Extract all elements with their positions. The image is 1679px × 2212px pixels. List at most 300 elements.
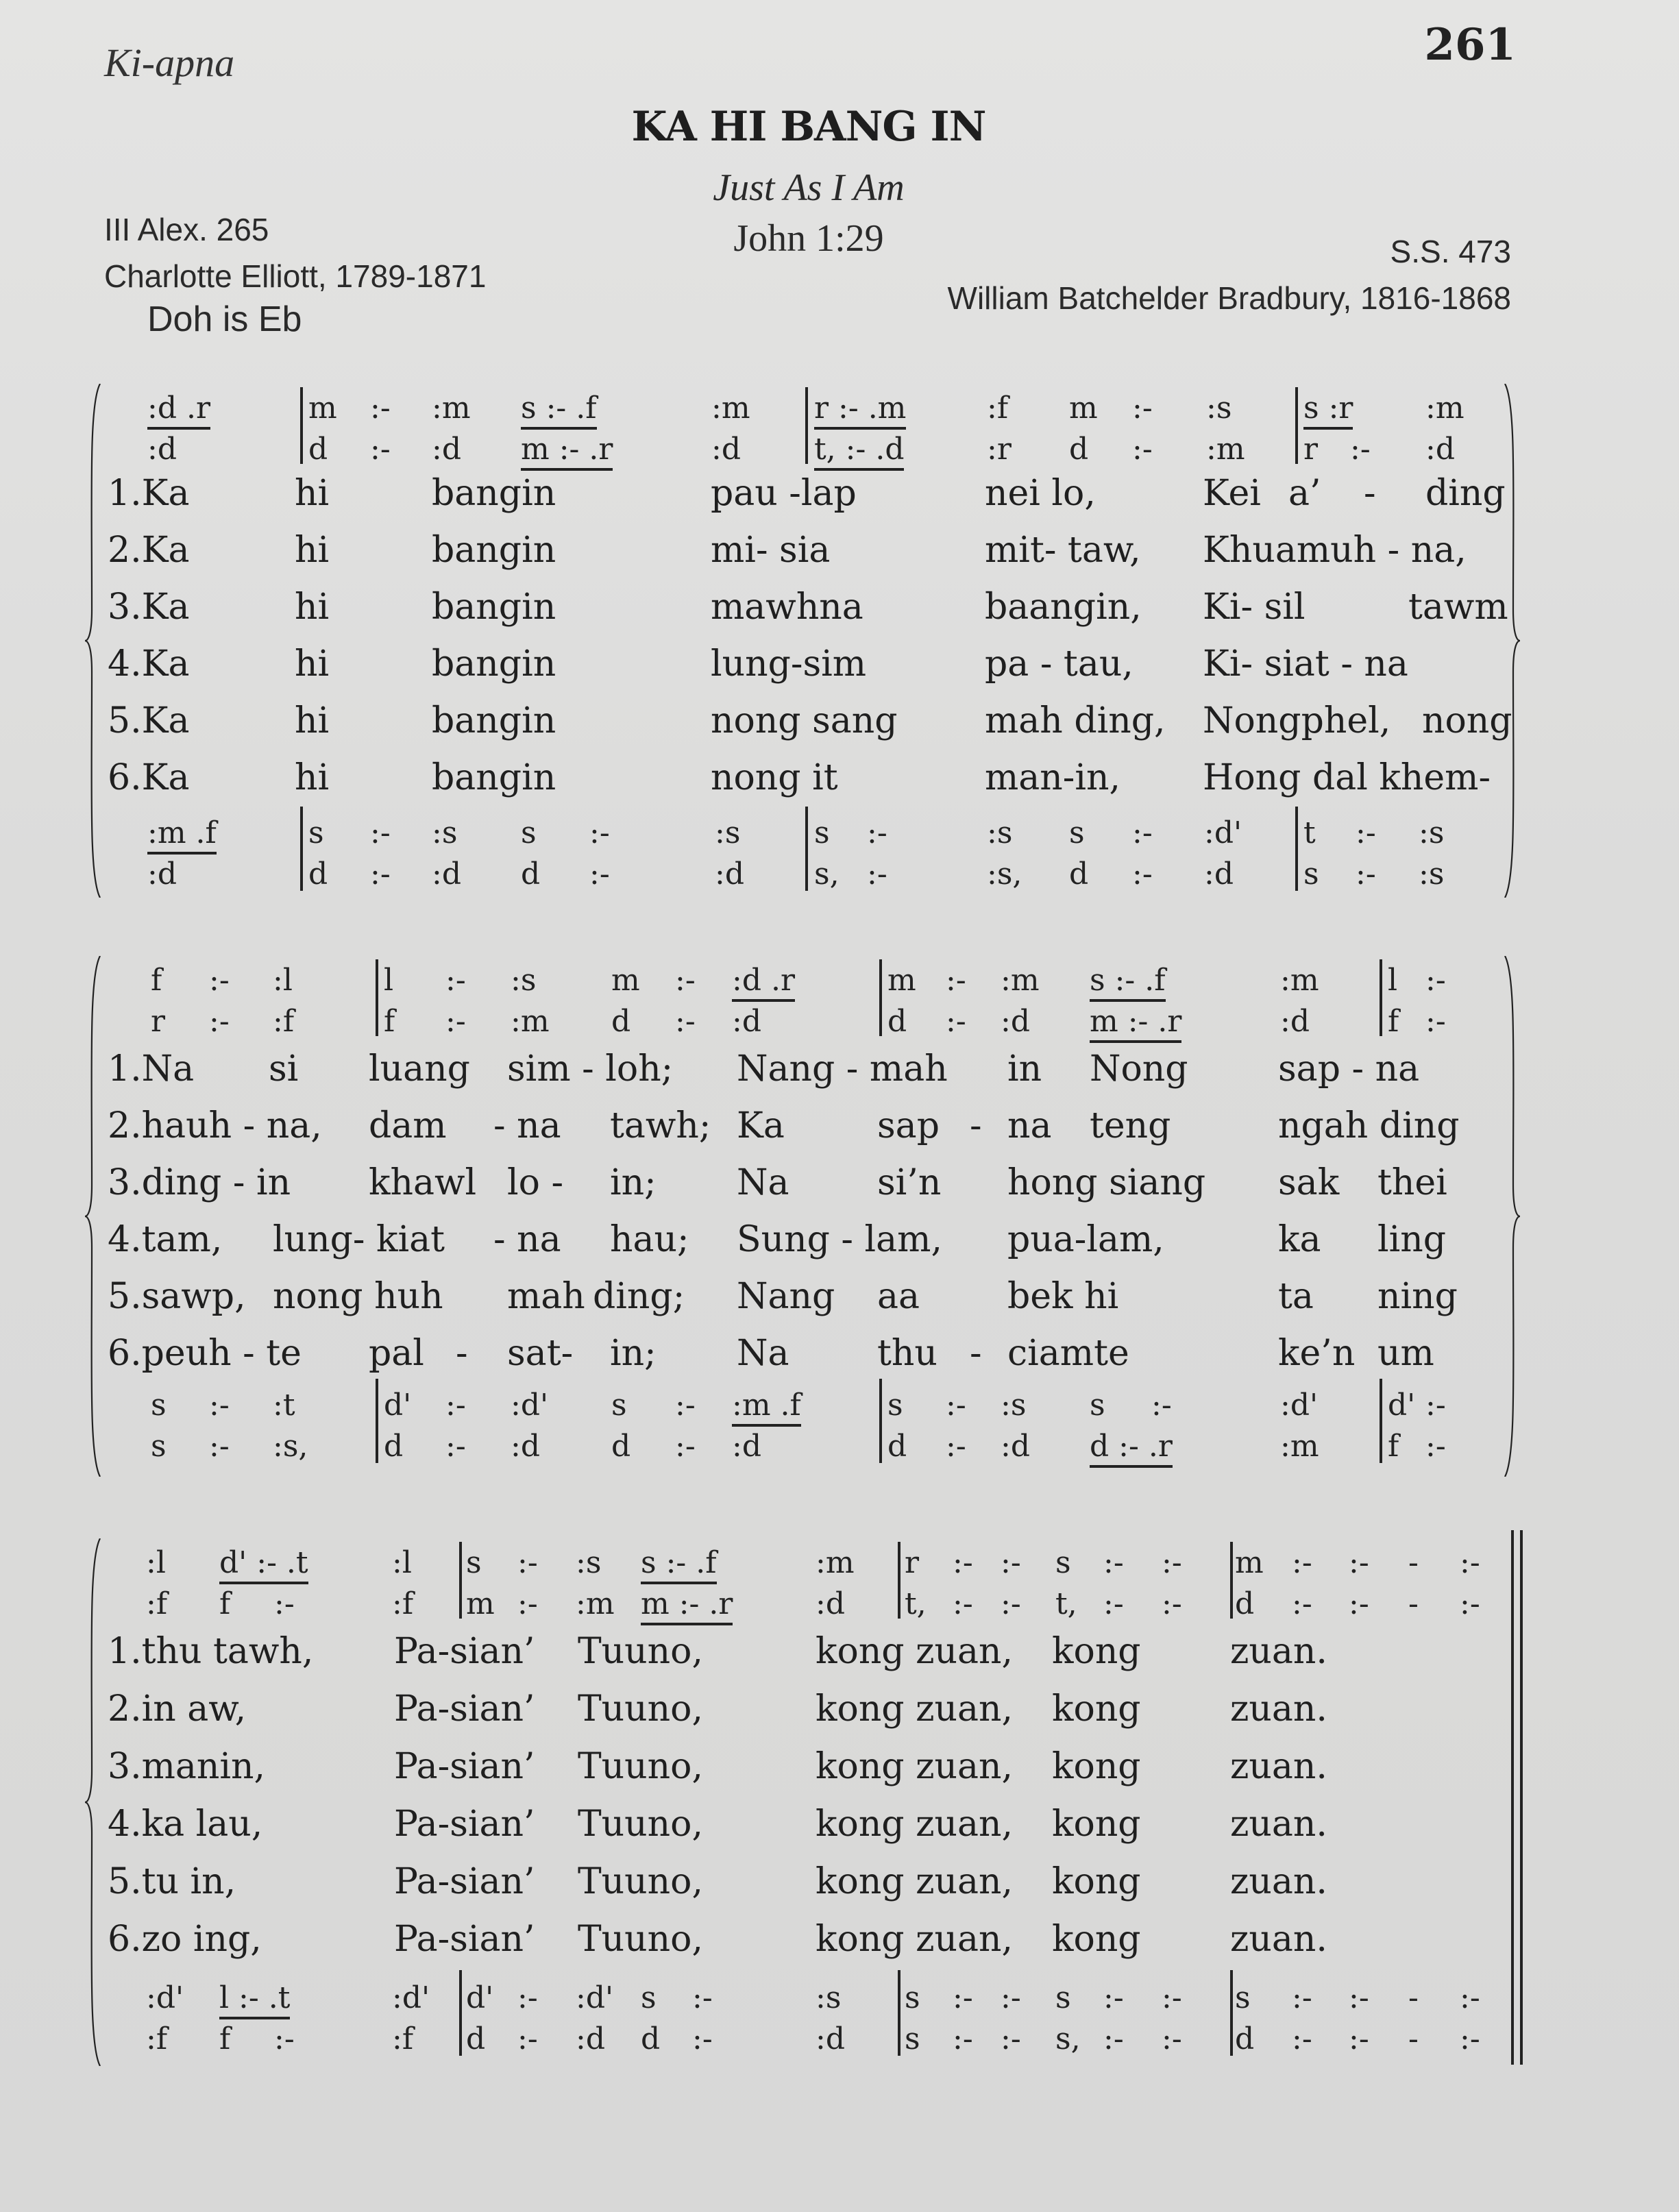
solfa-note: :d — [732, 1004, 761, 1039]
solfa-note: :- — [1292, 1545, 1312, 1580]
solfa-note: :- — [946, 1388, 966, 1423]
solfa-note: - — [1408, 1545, 1419, 1580]
solfa-note: :d' — [392, 1980, 430, 2015]
solfa-note: m :- .r — [641, 1586, 733, 1625]
lyric-word: kong — [1052, 1746, 1141, 1787]
solfa-note: d — [308, 432, 328, 467]
solfa-note: :- — [946, 1004, 966, 1039]
solfa-note: :- — [517, 2021, 538, 2056]
lyric-word: Na — [737, 1333, 789, 1374]
alto-line-upper — [0, 1004, 1679, 1042]
music-system-2 — [0, 963, 1679, 1463]
solfa-note: d — [1235, 2021, 1255, 2056]
solfa-note: :d — [1001, 1004, 1030, 1039]
lyric-word: 3.Ka — [108, 587, 190, 628]
barline — [1230, 1970, 1233, 2056]
hymn-subtitle: Just As I Am — [713, 167, 905, 209]
solfa-note: m — [466, 1586, 495, 1621]
solfa-note: m — [308, 391, 337, 426]
solfa-note: :d — [147, 857, 177, 892]
solfa-note: :- — [953, 1980, 973, 2015]
solfa-note: t, — [905, 1586, 927, 1621]
solfa-note: :- — [517, 1586, 538, 1621]
solfa-note: :- — [274, 1586, 295, 1621]
solfa-note: :- — [445, 1004, 466, 1039]
lyric-word: Pa-sian’ — [394, 1746, 535, 1787]
barline — [1380, 1379, 1382, 1463]
solfa-note: :- — [946, 963, 966, 998]
solfa-note: :f — [273, 1004, 295, 1039]
solfa-note: :- — [867, 857, 887, 892]
solfa-note: - — [1408, 2021, 1419, 2056]
lyric-word: ding — [1425, 473, 1506, 514]
lyric-word: kong zuan, — [816, 1688, 1014, 1730]
solfa-note: :m .f — [147, 815, 217, 855]
solfa-note: :s — [1206, 391, 1232, 426]
solfa-note: s, — [814, 857, 840, 892]
lyric-word: zuan. — [1230, 1631, 1327, 1672]
solfa-note: :- — [1292, 2021, 1312, 2056]
lyric-word: nei lo, — [985, 473, 1096, 514]
solfa-note: :d — [1280, 1004, 1310, 1039]
solfa-note: f — [219, 2021, 231, 2056]
lyric-word: si — [269, 1048, 299, 1090]
lyric-word: hi — [295, 587, 330, 628]
solfa-note: d — [887, 1429, 907, 1464]
solfa-note: d' — [1388, 1388, 1416, 1423]
solfa-note: :m .f — [732, 1388, 801, 1427]
lyric-word: teng — [1090, 1105, 1171, 1146]
verse-6-lyrics — [0, 1919, 1679, 1974]
solfa-note: :- — [1292, 1586, 1312, 1621]
solfa-note: :- — [209, 1429, 230, 1464]
solfa-note: :- — [370, 391, 391, 426]
solfa-note: s :- .f — [641, 1545, 717, 1584]
solfa-note: :d' — [511, 1388, 549, 1423]
soprano-line — [0, 963, 1679, 1001]
solfa-note: d — [1069, 857, 1089, 892]
lyric-word: Tuuno, — [578, 1861, 703, 1902]
solfa-note: :- — [445, 963, 466, 998]
solfa-note: f — [384, 1004, 395, 1039]
lyric-word: in — [1007, 1048, 1042, 1090]
lyric-word: kong — [1052, 1919, 1141, 1960]
solfa-note: :d' — [146, 1980, 184, 2015]
lyric-word: kong zuan, — [816, 1919, 1014, 1960]
lyric-word: zuan. — [1230, 1746, 1327, 1787]
solfa-note: s — [905, 1980, 920, 2015]
solfa-note: :- — [370, 432, 391, 467]
solfa-note: :- — [1001, 1980, 1021, 2015]
solfa-note: :- — [589, 815, 610, 850]
bass-line — [0, 1429, 1679, 1467]
lyric-word: Nang — [737, 1276, 835, 1317]
solfa-note: :- — [1162, 1586, 1182, 1621]
final-double-barline — [1511, 1530, 1514, 2065]
solfa-note: :s, — [987, 857, 1022, 892]
solfa-note: :- — [1356, 815, 1376, 850]
barline — [1230, 1542, 1233, 1619]
lyric-word: kong — [1052, 1631, 1141, 1672]
solfa-note: :m — [432, 391, 471, 426]
solfa-note: :- — [1132, 857, 1153, 892]
music-system-1 — [0, 391, 1679, 892]
section-label: Ki-apna — [104, 40, 235, 85]
lyric-word: lung-sim — [711, 643, 867, 685]
verse-5-lyrics — [0, 700, 1679, 755]
lyric-word: mit- taw, — [985, 530, 1141, 571]
solfa-note: :l — [273, 963, 293, 998]
lyric-word: a’ — [1288, 473, 1321, 514]
key-signature: Doh is Eb — [147, 299, 302, 339]
lyric-word: 4.tam, — [108, 1219, 223, 1260]
solfa-note: :- — [1292, 1980, 1312, 2015]
solfa-note: :- — [1103, 2021, 1124, 2056]
solfa-note: :- — [953, 1586, 973, 1621]
solfa-note: s — [1090, 1388, 1105, 1423]
lyric-word: hong siang — [1007, 1162, 1206, 1203]
lyric-word: Pa-sian’ — [394, 1688, 535, 1730]
lyric-word: 4.Ka — [108, 643, 190, 685]
lyric-word: sap - na — [1278, 1048, 1420, 1090]
right-brace — [1502, 384, 1523, 898]
solfa-note: :d — [147, 432, 177, 467]
solfa-note: :l — [146, 1545, 166, 1580]
solfa-note: :d — [1001, 1429, 1030, 1464]
solfa-note: f — [1388, 1429, 1399, 1464]
lyric-word: Sung - lam, — [737, 1219, 942, 1260]
solfa-note: :- — [1349, 1545, 1369, 1580]
solfa-note: :- — [209, 963, 230, 998]
lyric-word: 6.Ka — [108, 757, 190, 798]
lyric-word: ke’n — [1278, 1333, 1356, 1374]
lyric-word: Ki- sil — [1203, 587, 1306, 628]
alto-line-upper — [0, 1586, 1679, 1625]
lyric-word: Pa-sian’ — [394, 1919, 535, 1960]
barline — [879, 1379, 882, 1463]
lyric-word: zuan. — [1230, 1861, 1327, 1902]
solfa-note: m — [1069, 391, 1098, 426]
solfa-note: :m — [511, 1004, 550, 1039]
lyric-word: kong — [1052, 1804, 1141, 1845]
solfa-note: m — [887, 963, 916, 998]
solfa-note: l — [1388, 963, 1398, 998]
solfa-note: :d — [432, 432, 461, 467]
tenor-line — [0, 815, 1679, 854]
solfa-note: s, — [1055, 2021, 1081, 2056]
verse-1-lyrics — [0, 473, 1679, 528]
solfa-note: :- — [1349, 1586, 1369, 1621]
solfa-note: :s — [1001, 1388, 1027, 1423]
solfa-note: :- — [1103, 1545, 1124, 1580]
page-number: 261 — [1424, 19, 1516, 71]
solfa-note: :f — [392, 1586, 414, 1621]
solfa-note: s :- .f — [1090, 963, 1166, 1002]
solfa-note: :s — [1419, 857, 1445, 892]
lyric-word: nong huh — [273, 1276, 443, 1317]
scripture-reference: John 1:29 — [733, 217, 884, 260]
solfa-note: m :- .r — [1090, 1004, 1181, 1043]
barline — [1295, 807, 1298, 891]
solfa-note: :d — [816, 2021, 845, 2056]
solfa-note: :- — [692, 2021, 713, 2056]
lyric-word: kong — [1052, 1688, 1141, 1730]
lyric-word: ding; — [593, 1276, 685, 1317]
solfa-note: :- — [1350, 432, 1371, 467]
solfa-note: t — [1303, 815, 1316, 850]
solfa-note: s — [905, 2021, 920, 2056]
final-double-barline — [1520, 1530, 1523, 2065]
solfa-note: :- — [445, 1429, 466, 1464]
solfa-note: - — [1408, 1980, 1419, 2015]
solfa-note: :m — [1280, 1429, 1319, 1464]
solfa-note: f — [151, 963, 162, 998]
solfa-note: :- — [953, 1545, 973, 1580]
solfa-note: :- — [274, 2021, 295, 2056]
solfa-note: - — [1408, 1586, 1419, 1621]
lyric-word: in; — [610, 1333, 657, 1374]
solfa-note: :t — [273, 1388, 295, 1423]
lyric-word: Tuuno, — [578, 1919, 703, 1960]
solfa-note: s — [1069, 815, 1085, 850]
lyric-word: pa - tau, — [985, 643, 1133, 685]
lyric-word: hi — [295, 530, 330, 571]
barline — [1380, 959, 1382, 1036]
barline — [376, 959, 378, 1036]
lyric-word: Ki- siat - na — [1203, 643, 1408, 685]
lyric-word: Tuuno, — [578, 1631, 703, 1672]
lyric-word: pau -lap — [711, 473, 857, 514]
solfa-note: s — [887, 1388, 903, 1423]
verse-6-lyrics — [0, 1333, 1679, 1388]
lyric-word: Na — [737, 1162, 789, 1203]
solfa-note: :- — [1425, 1004, 1446, 1039]
lyric-word: hi — [295, 700, 330, 741]
lyric-word: hi — [295, 643, 330, 685]
verse-2-lyrics — [0, 1688, 1679, 1743]
lyric-word: pal — [369, 1333, 424, 1374]
solfa-note: :- — [1151, 1388, 1172, 1423]
solfa-note: r — [151, 1004, 166, 1039]
soprano-line — [0, 391, 1679, 429]
solfa-note: d :- .r — [1090, 1429, 1173, 1468]
solfa-note: s — [1303, 857, 1319, 892]
lyric-word: tawh; — [610, 1105, 711, 1146]
lyric-word: kong zuan, — [816, 1861, 1014, 1902]
solfa-note: :- — [1349, 2021, 1369, 2056]
lyric-word: - na — [493, 1219, 561, 1260]
solfa-note: :m — [1280, 963, 1319, 998]
lyric-word: hau; — [610, 1219, 689, 1260]
solfa-note: :- — [1425, 963, 1446, 998]
solfa-note: :- — [589, 857, 610, 892]
solfa-note: d — [611, 1429, 631, 1464]
solfa-note: :s, — [273, 1429, 308, 1464]
solfa-note: :- — [1425, 1388, 1446, 1423]
right-brace — [1502, 956, 1523, 1477]
solfa-note: :- — [517, 1545, 538, 1580]
solfa-note: d — [521, 857, 541, 892]
solfa-note: m :- .r — [521, 432, 613, 471]
verse-3-lyrics — [0, 587, 1679, 641]
solfa-note: :- — [1001, 1545, 1021, 1580]
lyric-word: Tuuno, — [578, 1688, 703, 1730]
solfa-note: :- — [1162, 1980, 1182, 2015]
left-brace — [82, 956, 103, 1477]
barline — [805, 387, 808, 464]
solfa-note: s :r — [1303, 391, 1353, 430]
lyric-word: 2.in aw, — [108, 1688, 247, 1730]
lyric-word: bangin — [432, 473, 556, 514]
solfa-note: :- — [1132, 815, 1153, 850]
barline — [376, 1379, 378, 1463]
lyric-word: 1.Na — [108, 1048, 195, 1090]
solfa-note: :d' — [576, 1980, 614, 2015]
solfa-note: d — [1235, 1586, 1255, 1621]
lyric-word: nong it — [711, 757, 838, 798]
solfa-note: :- — [946, 1429, 966, 1464]
solfa-note: :- — [517, 1980, 538, 2015]
lyric-word: kong zuan, — [816, 1804, 1014, 1845]
solfa-note: l :- .t — [219, 1980, 290, 2019]
verse-4-lyrics — [0, 643, 1679, 698]
verse-1-lyrics — [0, 1048, 1679, 1103]
lyric-word: zuan. — [1230, 1919, 1327, 1960]
solfa-note: :- — [370, 857, 391, 892]
solfa-note: :- — [209, 1004, 230, 1039]
verse-6-lyrics — [0, 757, 1679, 812]
lyric-word: 1.thu tawh, — [108, 1631, 314, 1672]
solfa-note: :d .r — [732, 963, 795, 1002]
lyric-word: dam — [369, 1105, 447, 1146]
lyric-word: lo - — [507, 1162, 564, 1203]
solfa-note: :- — [1162, 2021, 1182, 2056]
solfa-note: :d — [511, 1429, 540, 1464]
lyric-word: ta — [1278, 1276, 1314, 1317]
solfa-note: :m — [1001, 963, 1040, 998]
lyric-word: - na — [493, 1105, 561, 1146]
solfa-note: r :- .m — [814, 391, 906, 430]
solfa-note: :l — [392, 1545, 412, 1580]
solfa-note: :- — [953, 2021, 973, 2056]
lyric-word: Tuuno, — [578, 1746, 703, 1787]
solfa-note: d — [887, 1004, 907, 1039]
solfa-note: :- — [1349, 1980, 1369, 2015]
lyric-word: sim - loh; — [507, 1048, 674, 1090]
verse-5-lyrics — [0, 1276, 1679, 1331]
lyric-word: Pa-sian’ — [394, 1861, 535, 1902]
verse-4-lyrics — [0, 1219, 1679, 1274]
verse-1-lyrics — [0, 1631, 1679, 1686]
solfa-note: d' — [466, 1980, 494, 2015]
barline — [1295, 387, 1298, 464]
lyric-word: Hong dal khem- — [1203, 757, 1491, 798]
bass-line — [0, 857, 1679, 895]
soprano-line — [0, 1545, 1679, 1584]
solfa-note: :d — [576, 2021, 605, 2056]
solfa-note: t, :- .d — [814, 432, 904, 471]
solfa-note: :d .r — [147, 391, 210, 430]
lyric-word: Pa-sian’ — [394, 1631, 535, 1672]
solfa-note: :f — [987, 391, 1009, 426]
solfa-note: :m — [576, 1586, 615, 1621]
solfa-note: d — [1069, 432, 1089, 467]
solfa-note: s — [466, 1545, 482, 1580]
lyricist-credit: Charlotte Elliott, 1789-1871 — [104, 258, 487, 294]
solfa-note: :- — [1460, 2021, 1480, 2056]
reference-left: III Alex. 265 — [104, 212, 269, 247]
lyric-word: 1.Ka — [108, 473, 190, 514]
lyric-word: um — [1377, 1333, 1434, 1374]
lyric-word: - — [970, 1333, 982, 1374]
solfa-note: :s — [987, 815, 1013, 850]
lyric-word: Ka — [737, 1105, 785, 1146]
solfa-note: s — [151, 1429, 167, 1464]
solfa-note: s — [611, 1388, 627, 1423]
solfa-note: :- — [209, 1388, 230, 1423]
solfa-note: :- — [445, 1388, 466, 1423]
solfa-note: s — [308, 815, 324, 850]
solfa-note: s — [1055, 1980, 1071, 2015]
lyric-word: 6.peuh - te — [108, 1333, 302, 1374]
verse-2-lyrics — [0, 530, 1679, 585]
solfa-note: :d — [1204, 857, 1234, 892]
solfa-note: s — [1055, 1545, 1071, 1580]
lyric-word: 3.manin, — [108, 1746, 266, 1787]
solfa-note: r — [905, 1545, 920, 1580]
solfa-note: :- — [1103, 1586, 1124, 1621]
lyric-word: Khuamuh - na, — [1203, 530, 1467, 571]
barline — [805, 807, 808, 891]
lyric-word: kong zuan, — [816, 1746, 1014, 1787]
solfa-note: :- — [675, 1388, 696, 1423]
solfa-note: s — [641, 1980, 657, 2015]
solfa-note: :- — [370, 815, 391, 850]
lyric-word: mah ding, — [985, 700, 1166, 741]
solfa-note: :f — [146, 2021, 168, 2056]
solfa-note: :d — [715, 857, 744, 892]
lyric-word: thu — [877, 1333, 937, 1374]
solfa-note: f — [219, 1586, 231, 1621]
solfa-note: r — [1303, 432, 1319, 467]
lyric-word: zuan. — [1230, 1804, 1327, 1845]
lyric-word: Tuuno, — [578, 1804, 703, 1845]
solfa-note: d' — [384, 1388, 412, 1423]
bass-line — [0, 2021, 1679, 2060]
lyric-word: 5.sawp, — [108, 1276, 246, 1317]
solfa-note: :- — [1132, 391, 1153, 426]
verse-2-lyrics — [0, 1105, 1679, 1160]
lyric-word: bangin — [432, 757, 556, 798]
solfa-note: :m — [1206, 432, 1245, 467]
lyric-word: - — [1364, 473, 1376, 514]
verse-4-lyrics — [0, 1804, 1679, 1858]
lyric-word: pua-lam, — [1007, 1219, 1164, 1260]
lyric-word: Nang - mah — [737, 1048, 948, 1090]
solfa-note: d — [611, 1004, 631, 1039]
lyric-word: bangin — [432, 643, 556, 685]
solfa-note: :- — [1460, 1586, 1480, 1621]
solfa-note: d — [466, 2021, 486, 2056]
lyric-word: 4.ka lau, — [108, 1804, 263, 1845]
lyric-word: bangin — [432, 587, 556, 628]
lyric-word: Kei — [1203, 473, 1261, 514]
solfa-note: :d — [732, 1429, 761, 1464]
solfa-note: :s — [432, 815, 458, 850]
solfa-note: :- — [1460, 1545, 1480, 1580]
solfa-note: :s — [715, 815, 741, 850]
solfa-note: :- — [1460, 1980, 1480, 2015]
